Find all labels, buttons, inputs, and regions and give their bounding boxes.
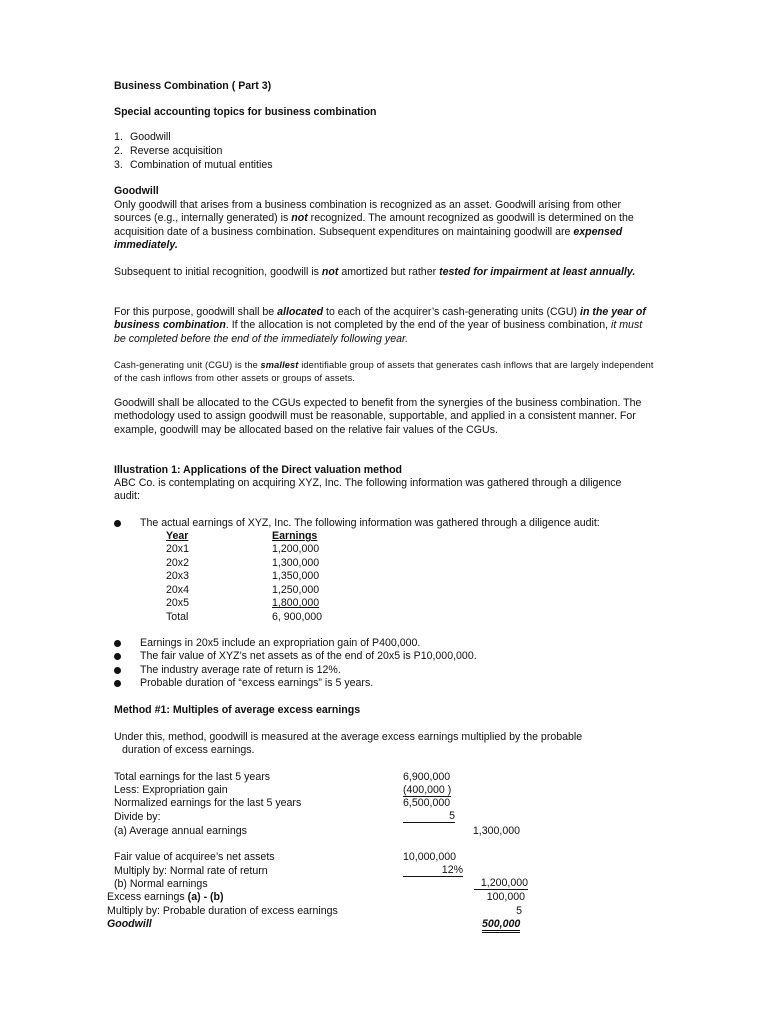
table-cell-earnings: 1,250,000 xyxy=(272,584,320,596)
paragraph-cgu-allocation: Goodwill shall be allocated to the CGUs expected to benefit from the synergies of the business combination. The methodology used to assign goodwill must be reasonable, supportable, and applied in a consistent manner. For example, goodwill may be allocated based on the relative fair values of the CGUs. xyxy=(114,397,642,436)
calc-value: 12% xyxy=(403,865,463,877)
topics-list xyxy=(114,131,273,173)
calc-label: Multiply by: Normal rate of return xyxy=(114,865,268,877)
calc-label: (a) Average annual earnings xyxy=(114,825,247,837)
calc-value: 10,000,000 xyxy=(403,851,457,863)
table-cell-earnings: 1,200,000 xyxy=(272,543,320,555)
bullet-icon xyxy=(114,653,121,660)
method-intro-line2: duration of excess earnings. xyxy=(122,744,255,756)
calc-value: 1,200,000 xyxy=(474,878,528,890)
table-cell-earnings: 1,800,000 xyxy=(272,597,320,609)
table-header-earnings: Earnings xyxy=(272,530,318,542)
paragraph-goodwill-recognition: Only goodwill that arises from a business combination is recognized as an asset. Goodwill arising from other sources (e.g., internally generated) is not recognized. The amount recognized as goodwill is determined on the acquisition date of a business combination. Subsequent expenditures on maintaining goodwill are expensed immediately. xyxy=(114,199,634,252)
doc-title: Business Combination ( Part 3) xyxy=(114,80,272,92)
calc-label: Less: Expropriation gain xyxy=(114,784,228,796)
doc-subtitle: Special accounting topics for business combination xyxy=(114,106,377,118)
calc-value: 6,500,000 xyxy=(403,797,451,809)
calc-label: Normalized earnings for the last 5 years xyxy=(114,797,302,809)
bullet-icon xyxy=(114,680,121,687)
method-heading: Method #1: Multiples of average excess earnings xyxy=(114,704,361,716)
calc-value: 1,300,000 xyxy=(472,825,520,837)
calc-value: 5 xyxy=(403,811,455,823)
table-cell-earnings: 1,350,000 xyxy=(272,570,320,582)
table-cell-year: 20x1 xyxy=(166,543,189,555)
calc-label: (b) Normal earnings xyxy=(114,878,208,890)
table-cell-year: 20x3 xyxy=(166,570,189,582)
goodwill-label: Goodwill xyxy=(107,918,152,930)
paragraph-impairment: Subsequent to initial recognition, goodwill is not amortized but rather tested for impairment at least annually. xyxy=(114,266,636,278)
table-cell-year: 20x4 xyxy=(166,584,189,596)
bullet-icon xyxy=(114,667,121,674)
document-page: Business Combination ( Part 3) Special accounting topics for business combination 1. Goodwill 2. Reverse acquisition 3. Combination of mutual entities Goodwill Only goodwill that arises from a business combination is recognized as an asset. Goodwill arising from other sources (e.g., internally generated) is not recognized. The amount recognized as goodwill is determined on the acquisition date of a business combination. Subsequent expenditures on maintaining goodwill are expensed immediately. Subsequent to initial recognition, goodwill is not amortized but rather tested for impairment at least annually. For this purpose, goodwill shall be allocated to each of the acquirer’s cash-generating units (CGU) in the year of business combination. If the allocation is not completed by the end of the year of business combination, it must be completed before the end of the immediately following year. Cash-generating unit (CGU) is the smallest identifiable group of assets that generates cash inflows that are largely independent of the cash inflows from other assets or groups of assets. Goodwill shall be allocated to the CGUs expected to benefit from the synergies of the business combination. The methodology used to assign goodwill must be reasonable, supportable, and applied in a consistent manner. For example, goodwill may be allocated based on the relative fair values of the CGUs. Illustration 1: Applications of the Direct valuation method ABC Co. is contemplating on acquiring XYZ, Inc. The following information was gathered through a diligence audit: The actual earnings of XYZ, Inc. The following information was gathered through a diligence audit: Year Earnings 20x1 1,200,000 20x2 1,300,000 20x3 1,350,000 20x4 1,250,000 20x5 1,800,000 Total 6, 900,000 Earnings in 20x5 include an expropriation gain of P400,000. The fair value of XYZ’s net assets as of the end of 20x5 is P10,000,000. The industry average rate of return is 12%. Probable duration of “excess earnings” is 5 years. Method #1: Multiples of average excess earnings Under this, method, goodwill is measured at the average excess earnings multiplied by the probable duration of excess earnings. Total earnings for the last 5 years 6,900,000 Less: Expropriation gain (400,000 ) Normalized earnings for the last 5 years 6,500,000 Divide by: 5 (a) Average annual earnings 1,300,000 Fair value of acquiree’s net assets 10,000,000 Multiply by: Normal rate of return 12% (b) Normal earnings 1,200,000 Excess earnings (a) - (b) 100,000 Multiply by: Probable duration of excess earnings 5 Goodwill 500,000 xyxy=(0,0,768,1024)
list-item: 3. Combination of mutual entities xyxy=(114,159,273,171)
bullet-icon xyxy=(114,640,121,647)
table-total-label: Total xyxy=(166,611,189,623)
table-cell-year: 20x2 xyxy=(166,557,189,569)
paragraph-allocation: For this purpose, goodwill shall be allocated to each of the acquirer’s cash-generating units (CGU) in the year of business combination. If the allocation is not completed by the end of the year of business combination, it must be completed before the end of the immediately following year. xyxy=(114,306,646,345)
table-cell-earnings: 1,300,000 xyxy=(272,557,320,569)
calc-value: (400,000 ) xyxy=(403,784,452,796)
bullet-icon xyxy=(114,520,121,527)
calc-label: Excess earnings (a) - (b) xyxy=(107,891,224,903)
method-intro-line1: Under this, method, goodwill is measured at the average excess earnings multiplied by the probable xyxy=(114,731,583,743)
table-cell-year: 20x5 xyxy=(166,597,189,609)
calc-value: 100,000 xyxy=(486,891,525,903)
calc-value: 6,900,000 xyxy=(403,771,451,783)
table-header-year: Year xyxy=(166,530,189,542)
goodwill-value: 500,000 xyxy=(482,918,520,931)
calc-label: Fair value of acquiree’s net assets xyxy=(114,851,275,863)
paragraph-cgu-definition: Cash-generating unit (CGU) is the smallest identifiable group of assets that generates cash inflows that are largely independent of the cash inflows from other assets or groups of assets. xyxy=(114,360,654,383)
list-item: 1. Goodwill xyxy=(114,131,171,143)
table-total-value: 6, 900,000 xyxy=(272,611,323,623)
goodwill-heading: Goodwill xyxy=(114,185,159,197)
list-item: 2. Reverse acquisition xyxy=(114,145,223,157)
illustration-heading: Illustration 1: Applications of the Direct valuation method xyxy=(114,464,403,476)
illustration-intro: ABC Co. is contemplating on acquiring XYZ, Inc. The following information was gathered through a diligence audit: xyxy=(114,477,622,503)
calc-label: Total earnings for the last 5 years xyxy=(114,771,271,783)
calc-label: Divide by: xyxy=(114,811,161,823)
calc-value: 5 xyxy=(516,905,522,917)
calc-label: Multiply by: Probable duration of excess earnings xyxy=(107,905,338,917)
